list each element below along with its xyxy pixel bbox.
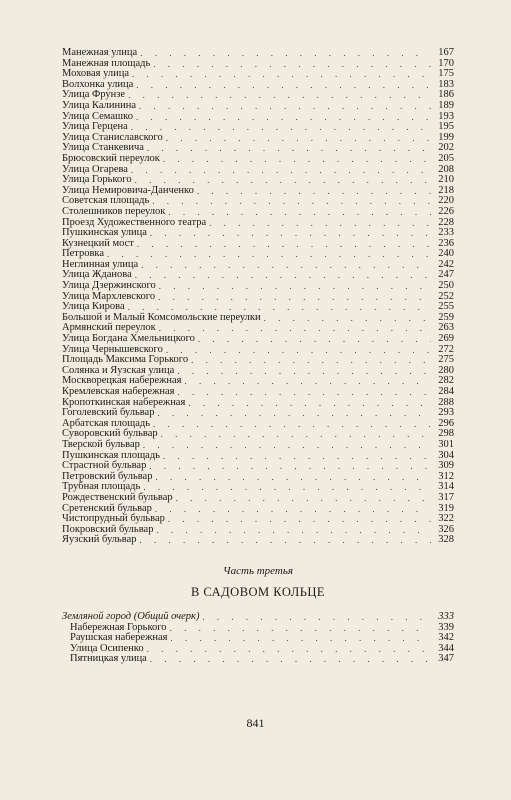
part-label: Часть третья [223, 564, 293, 577]
dot-leader [136, 80, 431, 91]
entry-page: 342 [438, 632, 454, 644]
toc-entry [62, 154, 454, 165]
entry-title: Манежная площадь [62, 57, 151, 69]
entry-title: Армянский переулок [62, 322, 156, 334]
dot-leader [131, 122, 431, 133]
entry-page: 301 [438, 438, 454, 450]
entry-page: 167 [438, 47, 454, 58]
entry-page: 269 [438, 333, 454, 345]
entry-title: Большой и Малый Комсомольские переулки [62, 311, 261, 323]
entry-title: Петровский бульвар [62, 470, 153, 482]
toc-entry [62, 207, 454, 218]
section-page: 333 [438, 610, 454, 622]
entry-title: Улица Огарева [62, 163, 128, 175]
dot-leader [159, 323, 431, 334]
dot-leader [168, 514, 431, 525]
entry-title: Набережная Горького [70, 621, 167, 633]
toc-entry [62, 48, 454, 59]
entry-title: Проезд Художественного театра [62, 216, 207, 228]
entry-title: Улица Горького [62, 174, 132, 186]
entry-page: 322 [438, 513, 454, 525]
toc-entry [62, 493, 454, 504]
entry-page: 252 [438, 290, 454, 302]
entry-page: 202 [438, 142, 454, 154]
entry-page: 288 [438, 396, 454, 408]
toc-list-part-two [62, 48, 454, 546]
entry-page: 282 [438, 375, 454, 387]
dot-leader [163, 451, 431, 462]
table-of-contents [62, 48, 454, 665]
entry-page: 259 [438, 311, 454, 323]
entry-page: 344 [438, 642, 454, 654]
dot-leader [178, 387, 432, 398]
entry-title: Москворецкая набережная [62, 375, 182, 387]
dot-leader [166, 345, 431, 356]
entry-page: 199 [438, 131, 454, 143]
entry-page: 247 [438, 269, 454, 281]
entry-page: 193 [438, 110, 454, 122]
entry-page: 220 [438, 195, 454, 207]
toc-entry [62, 387, 454, 398]
dot-leader [156, 525, 431, 536]
dot-leader [168, 207, 431, 218]
dot-leader [153, 59, 431, 70]
entry-title: Петровка [62, 248, 105, 260]
entry-title: Кремлевская набережная [62, 386, 175, 397]
toc-list-part-three [62, 623, 454, 665]
dot-leader [140, 535, 431, 546]
entry-page: 208 [438, 163, 454, 175]
entry-title: Пятницкая улица [70, 653, 147, 665]
entry-title: Столешников переулок [62, 205, 166, 217]
entry-title: Солянка и Яузская улица [62, 364, 175, 376]
dot-leader [135, 270, 431, 281]
entry-title: Площадь Максима Горького [62, 354, 189, 366]
dot-leader [132, 69, 431, 80]
entry-title: Улица Семашко [62, 110, 133, 122]
dot-leader [161, 429, 431, 440]
entry-page: 339 [438, 621, 454, 633]
entry-title: Пушкинская улица [62, 227, 147, 239]
entry-title: Улица Богдана Хмельницкого [62, 333, 195, 345]
dot-leader [139, 101, 431, 112]
entry-page: 218 [438, 184, 454, 196]
entry-title: Улица Чернышевского [62, 343, 163, 355]
dot-leader [202, 612, 431, 623]
dot-leader [176, 493, 431, 504]
dot-leader [149, 461, 431, 472]
dot-leader [166, 133, 431, 144]
entry-title: Яузский бульвар [62, 534, 137, 546]
entry-title: Улица Дзержинского [62, 280, 156, 292]
entry-title: Трубная площадь [62, 481, 141, 493]
dot-leader [158, 292, 431, 303]
entry-title: Советская площадь [62, 195, 150, 207]
entry-title: Улица Фрунзе [62, 89, 126, 101]
dot-leader [152, 196, 431, 207]
entry-page: 205 [438, 152, 454, 164]
entry-page: 250 [438, 280, 454, 292]
entry-page: 280 [438, 364, 454, 376]
entry-page: 195 [438, 121, 454, 133]
dot-leader [185, 376, 432, 387]
entry-title: Улица Кирова [62, 301, 125, 313]
dot-leader [141, 260, 431, 271]
dot-leader [197, 186, 431, 197]
dot-leader [198, 334, 431, 345]
entry-title: Улица Мархлевского [62, 290, 156, 302]
dot-leader [163, 154, 431, 165]
entry-title: Неглинная улица [62, 258, 139, 270]
dot-leader [131, 165, 431, 176]
entry-title: Арбатская площадь [62, 417, 150, 429]
dot-leader [177, 366, 431, 377]
entry-title: Сретенский бульвар [62, 502, 152, 514]
entry-title: Кузнецкий мост [62, 237, 134, 249]
dot-leader [209, 218, 431, 229]
entry-title: Рождественский бульвар [62, 491, 173, 503]
entry-page: 314 [438, 481, 454, 493]
entry-title: Улица Станиславского [62, 131, 163, 143]
entry-page: 189 [438, 99, 454, 111]
entry-title: Раушская набережная [70, 632, 168, 644]
dot-leader [136, 112, 431, 123]
entry-title: Суворовский бульвар [62, 428, 158, 440]
dot-leader [157, 408, 431, 419]
dot-leader [150, 228, 431, 239]
entry-page: 304 [438, 449, 454, 461]
toc-entry [62, 535, 454, 546]
dot-leader [159, 281, 431, 292]
entry-title: Улица Станкевича [62, 142, 144, 154]
toc-entry [62, 239, 454, 250]
entry-title: Страстной бульвар [62, 460, 147, 472]
entry-title: Улица Немировича-Данченко [62, 184, 194, 196]
entry-page: 298 [438, 428, 454, 440]
toc-entry [70, 654, 454, 665]
part-heading: В САДОВОМ КОЛЬЦЕ [190, 584, 326, 599]
dot-leader [153, 419, 431, 430]
page-number: 841 [246, 716, 265, 730]
entry-title: Улица Жданова [62, 269, 132, 281]
entry-page: 272 [438, 343, 454, 355]
entry-page: 326 [438, 523, 454, 535]
entry-title: Гоголевский бульвар [62, 407, 155, 419]
entry-page: 242 [438, 258, 454, 270]
entry-page: 170 [438, 57, 454, 69]
entry-title: Улица Герцена [62, 121, 128, 133]
dot-leader [137, 239, 431, 250]
entry-title: Брюсовский переулок [62, 152, 160, 164]
dot-leader [264, 313, 431, 324]
dot-leader [150, 654, 431, 665]
entry-title: Манежная улица [62, 47, 138, 58]
entry-page: 293 [438, 407, 454, 419]
dot-leader [155, 504, 431, 515]
entry-page: 312 [438, 470, 454, 482]
entry-page: 284 [438, 386, 454, 397]
dot-leader [147, 644, 431, 655]
entry-page: 175 [438, 68, 454, 80]
entry-page: 328 [438, 534, 454, 546]
entry-title: Пушкинская площадь [62, 449, 160, 461]
entry-page: 319 [438, 502, 454, 514]
entry-title: Кропоткинская набережная [62, 396, 186, 408]
dot-leader [188, 398, 431, 409]
dot-leader [170, 633, 431, 644]
dot-leader [140, 48, 431, 59]
dot-leader [128, 90, 431, 101]
entry-page: 317 [438, 491, 454, 503]
entry-title: Волхонка улица [62, 78, 134, 90]
entry-title: Чистопрудный бульвар [62, 513, 165, 525]
dot-leader [155, 472, 431, 483]
section-title: Земляной город (Общий очерк) [62, 610, 200, 622]
toc-entry [62, 101, 454, 112]
entry-page: 296 [438, 417, 454, 429]
dot-leader [143, 440, 431, 451]
toc-entry [62, 440, 454, 451]
entry-page: 186 [438, 89, 454, 101]
entry-title: Покровский бульвар [62, 523, 154, 535]
entry-page: 275 [438, 354, 454, 366]
entry-page: 309 [438, 460, 454, 472]
entry-page: 240 [438, 248, 454, 260]
dot-leader [170, 623, 431, 634]
entry-title: Моховая улица [62, 68, 130, 80]
entry-title: Улица Осипенко [70, 642, 144, 654]
entry-page: 183 [438, 78, 454, 90]
entry-page: 226 [438, 205, 454, 217]
entry-page: 210 [438, 174, 454, 186]
entry-page: 263 [438, 322, 454, 334]
section-entry [62, 612, 454, 623]
entry-page: 228 [438, 216, 454, 228]
dot-leader [143, 482, 431, 493]
dot-leader [147, 143, 431, 154]
entry-page: 347 [438, 653, 454, 665]
dot-leader [191, 355, 431, 366]
entry-page: 236 [438, 237, 454, 249]
entry-page: 255 [438, 301, 454, 313]
entry-page: 233 [438, 227, 454, 239]
entry-title: Улица Калинина [62, 99, 137, 111]
dot-leader [107, 249, 431, 260]
entry-title: Тверской бульвар [62, 438, 140, 450]
